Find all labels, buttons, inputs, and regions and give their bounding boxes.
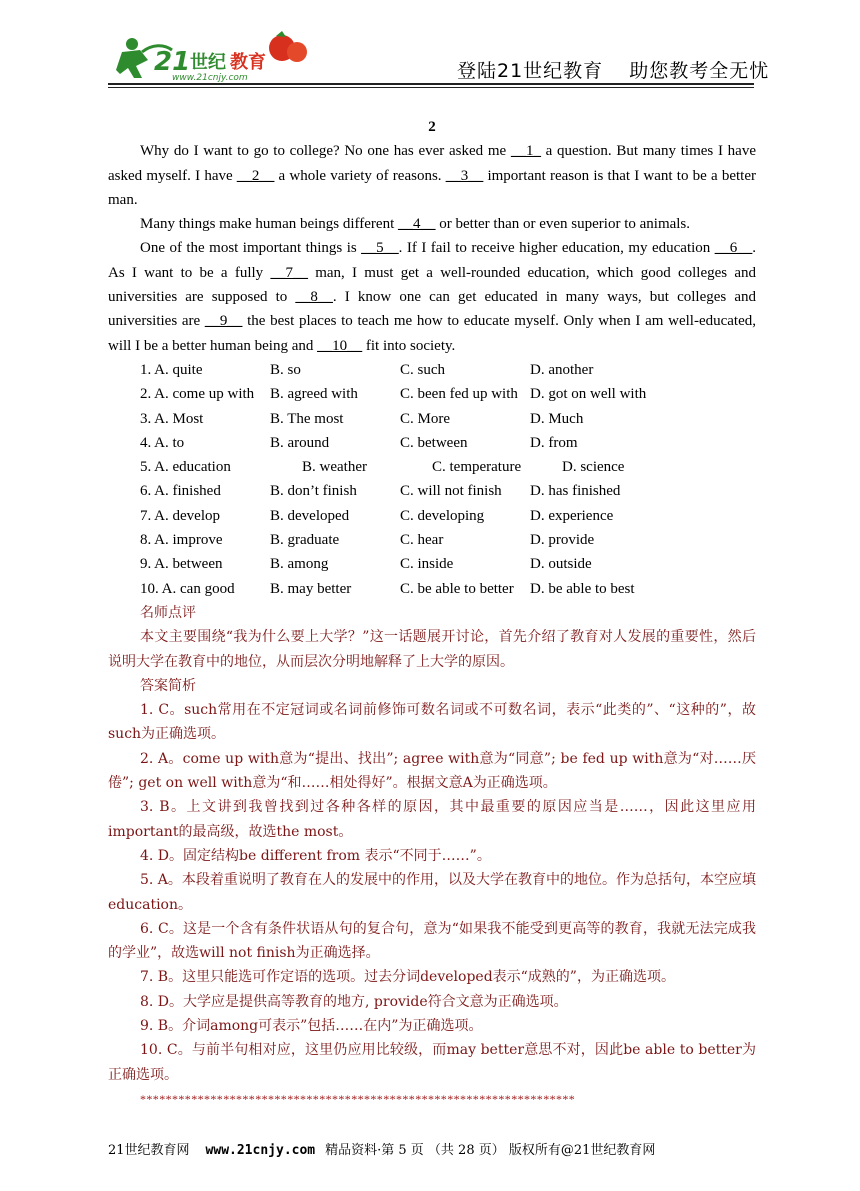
document-body — [108, 115, 756, 1111]
passage-text: man, I must get a well-rounded education, which good colleges and universities are supposed to — [108, 264, 757, 306]
blank: __8__ — [295, 289, 333, 306]
cloze-passage — [108, 139, 756, 358]
option-cell: 10. A. can good — [140, 580, 235, 597]
blank: __7__ — [270, 264, 308, 281]
footer-info: 精品资料·第 5 页 （共 28 页） 版权所有@21世纪教育网 — [325, 1143, 656, 1158]
option-cell: C. will not finish — [400, 483, 502, 500]
option-cell: C. hear — [400, 532, 444, 549]
answer-item: 5. A。本段着重说明了教育在人的发展中的作用，以及大学在教育中的地位。作为总括句，本空应填education。 — [108, 872, 756, 913]
answer-item: 2. A。come up with意为“提出、找出”; agree with意为“同意”; be fed up with意为“对……厌倦”; get on well with意为“和……相处得好”。根据文意A为正确选项。 — [108, 750, 756, 792]
slogan-right: 助您教考全无忧 — [629, 60, 770, 82]
option-cell: C. developing — [400, 507, 485, 524]
passage-text: the best places to teach me how to educate myself. Only when I am well-educated, will I be a better human being and — [108, 313, 757, 354]
option-cell: C. been fed up with — [400, 386, 518, 403]
separator-stars: ******************************************************************** — [140, 1091, 576, 1106]
option-cell: D. experience — [530, 507, 614, 524]
option-cell: B. weather — [302, 459, 367, 476]
option-cell: D. from — [530, 434, 578, 451]
options-list — [108, 358, 756, 601]
passage-paragraph — [108, 139, 756, 212]
option-cell: D. another — [530, 361, 594, 378]
answer-item: 4. D。固定结构be different from 表示“不同于……”。 — [140, 847, 491, 864]
slogan — [457, 56, 769, 83]
answer-item: 8. D。大学应是提供高等教育的地方, provide符合文意为正确选项。 — [140, 993, 568, 1010]
option-row — [108, 407, 756, 431]
passage-text: important reason is that I want to be a better man. — [108, 167, 756, 208]
blank: __6__ — [714, 240, 753, 257]
option-cell: B. may better — [270, 580, 352, 597]
blank: __9__ — [204, 313, 243, 330]
passage-text: . If I fail to receive higher education, my education — [398, 240, 715, 257]
option-cell: 6. A. finished — [140, 483, 221, 500]
option-cell: 9. A. between — [140, 556, 223, 573]
slogan-left: 登陆21世纪教育 — [457, 60, 604, 82]
blank: __5__ — [361, 240, 399, 257]
option-cell: C. be able to better — [400, 580, 514, 597]
passage-text: a whole variety of reasons. — [274, 167, 446, 184]
footer-site: 21世纪教育网 — [108, 1143, 190, 1158]
header-rule — [108, 83, 754, 85]
option-row — [108, 455, 756, 479]
footer-url: www.21cnjy.com — [205, 1143, 316, 1158]
option-row — [108, 504, 756, 528]
option-cell: C. between — [400, 434, 468, 451]
option-cell: 1. A. quite — [140, 361, 203, 378]
option-cell: 4. A. to — [140, 434, 185, 451]
21cnjy-logo — [112, 30, 312, 82]
answer-item: 9. B。介词among可表示”包括……在内”为正确选项。 — [140, 1017, 483, 1034]
svg-text:教育: 教育 — [230, 52, 266, 73]
option-cell: 5. A. education — [140, 459, 231, 476]
passage-text: . I know one can get educated in many ways, but colleges and universities are — [108, 289, 756, 330]
option-cell: B. around — [270, 434, 330, 451]
answers-list — [108, 698, 756, 1087]
option-cell: D. outside — [530, 556, 592, 573]
review-title: 名师点评 — [140, 604, 196, 621]
option-cell: 3. A. Most — [140, 410, 204, 427]
review-text: 本文主要围绕“我为什么要上大学？”这一话题展开讨论，首先介绍了教育对人发展的重要性，然后说明大学在教育中的地位，从而层次分明地解释了上大学的原因。 — [108, 629, 756, 670]
option-cell: B. developed — [270, 507, 350, 524]
option-row — [108, 577, 756, 601]
answer-item: 1. C。such常用在不定冠词或名词前修饰可数名词或不可数名词，表示“此类的”、“这种的”，故such为正确选项。 — [108, 702, 756, 743]
blank: __4__ — [398, 216, 436, 233]
blank: __3__ — [445, 167, 484, 184]
option-cell: B. among — [270, 556, 329, 573]
answer-item: 7. B。这里只能选可作定语的选项。过去分词developed表示“成熟的”，为正确选项。 — [140, 969, 675, 986]
passage-text: fit into society. — [362, 337, 456, 354]
option-cell: B. The most — [270, 410, 344, 427]
answer-item: 10. C。与前半句相对应，这里仍应用比较级，而may better意思不对，因此be able to better为正确选项。 — [108, 1042, 756, 1083]
passage-text: Why do I want to go to college? No one has ever asked me — [140, 143, 511, 160]
option-cell: C. inside — [400, 556, 454, 573]
svg-text:21: 21 — [154, 47, 191, 77]
option-row — [108, 479, 756, 503]
answer-item: 6. C。这是一个含有条件状语从句的复合句，意为“如果我不能受到更高等的教育，我就无法完成我的学业”，故选will not finish为正确选择。 — [108, 920, 756, 962]
option-cell: D. science — [562, 459, 625, 476]
header-rule-thin — [108, 87, 754, 88]
option-row — [108, 528, 756, 552]
svg-text:世纪: 世纪 — [190, 52, 226, 73]
page-header — [0, 0, 860, 90]
passage-paragraph — [108, 236, 756, 357]
answers-title: 答案简析 — [140, 677, 196, 694]
blank: __2__ — [236, 167, 275, 184]
passage-text: Many things make human beings different — [140, 216, 399, 233]
blank: __10__ — [317, 337, 363, 354]
option-cell: D. be able to best — [530, 580, 635, 597]
option-row — [108, 358, 756, 382]
option-cell: 2. A. come up with — [140, 386, 255, 403]
option-row — [108, 382, 756, 406]
option-cell: B. so — [270, 361, 301, 378]
option-cell: D. got on well with — [530, 386, 647, 403]
answer-item: 3. B。上文讲到我曾找到过各种各样的原因，其中最重要的原因应当是……，因此这里应用important的最高级，故选the most。 — [108, 799, 756, 840]
passage-text: a question. But many times I have asked myself. I have — [108, 143, 757, 184]
svg-text:www.21cnjy.com: www.21cnjy.com — [172, 73, 248, 82]
option-row — [108, 552, 756, 576]
passage-text: . As I want to be a fully — [108, 240, 757, 281]
option-cell: 7. A. develop — [140, 507, 220, 524]
option-cell: B. graduate — [270, 532, 340, 549]
option-cell: B. agreed with — [270, 386, 358, 403]
option-cell: D. provide — [530, 532, 595, 549]
passage-paragraph — [108, 212, 756, 236]
section-number: 2 — [428, 119, 436, 135]
option-cell: D. has finished — [530, 483, 621, 500]
passage-text: One of the most important things is — [140, 240, 362, 257]
passage-text: or better than or even superior to animals. — [435, 216, 691, 233]
option-cell: C. temperature — [432, 459, 522, 476]
option-cell: 8. A. improve — [140, 532, 223, 549]
option-cell: B. don’t finish — [270, 483, 357, 500]
option-cell: D. Much — [530, 410, 584, 427]
option-cell: C. More — [400, 410, 450, 427]
blank: __1_ — [510, 143, 541, 160]
option-cell: C. such — [400, 361, 445, 378]
option-row — [108, 431, 756, 455]
page-footer — [108, 1139, 756, 1158]
